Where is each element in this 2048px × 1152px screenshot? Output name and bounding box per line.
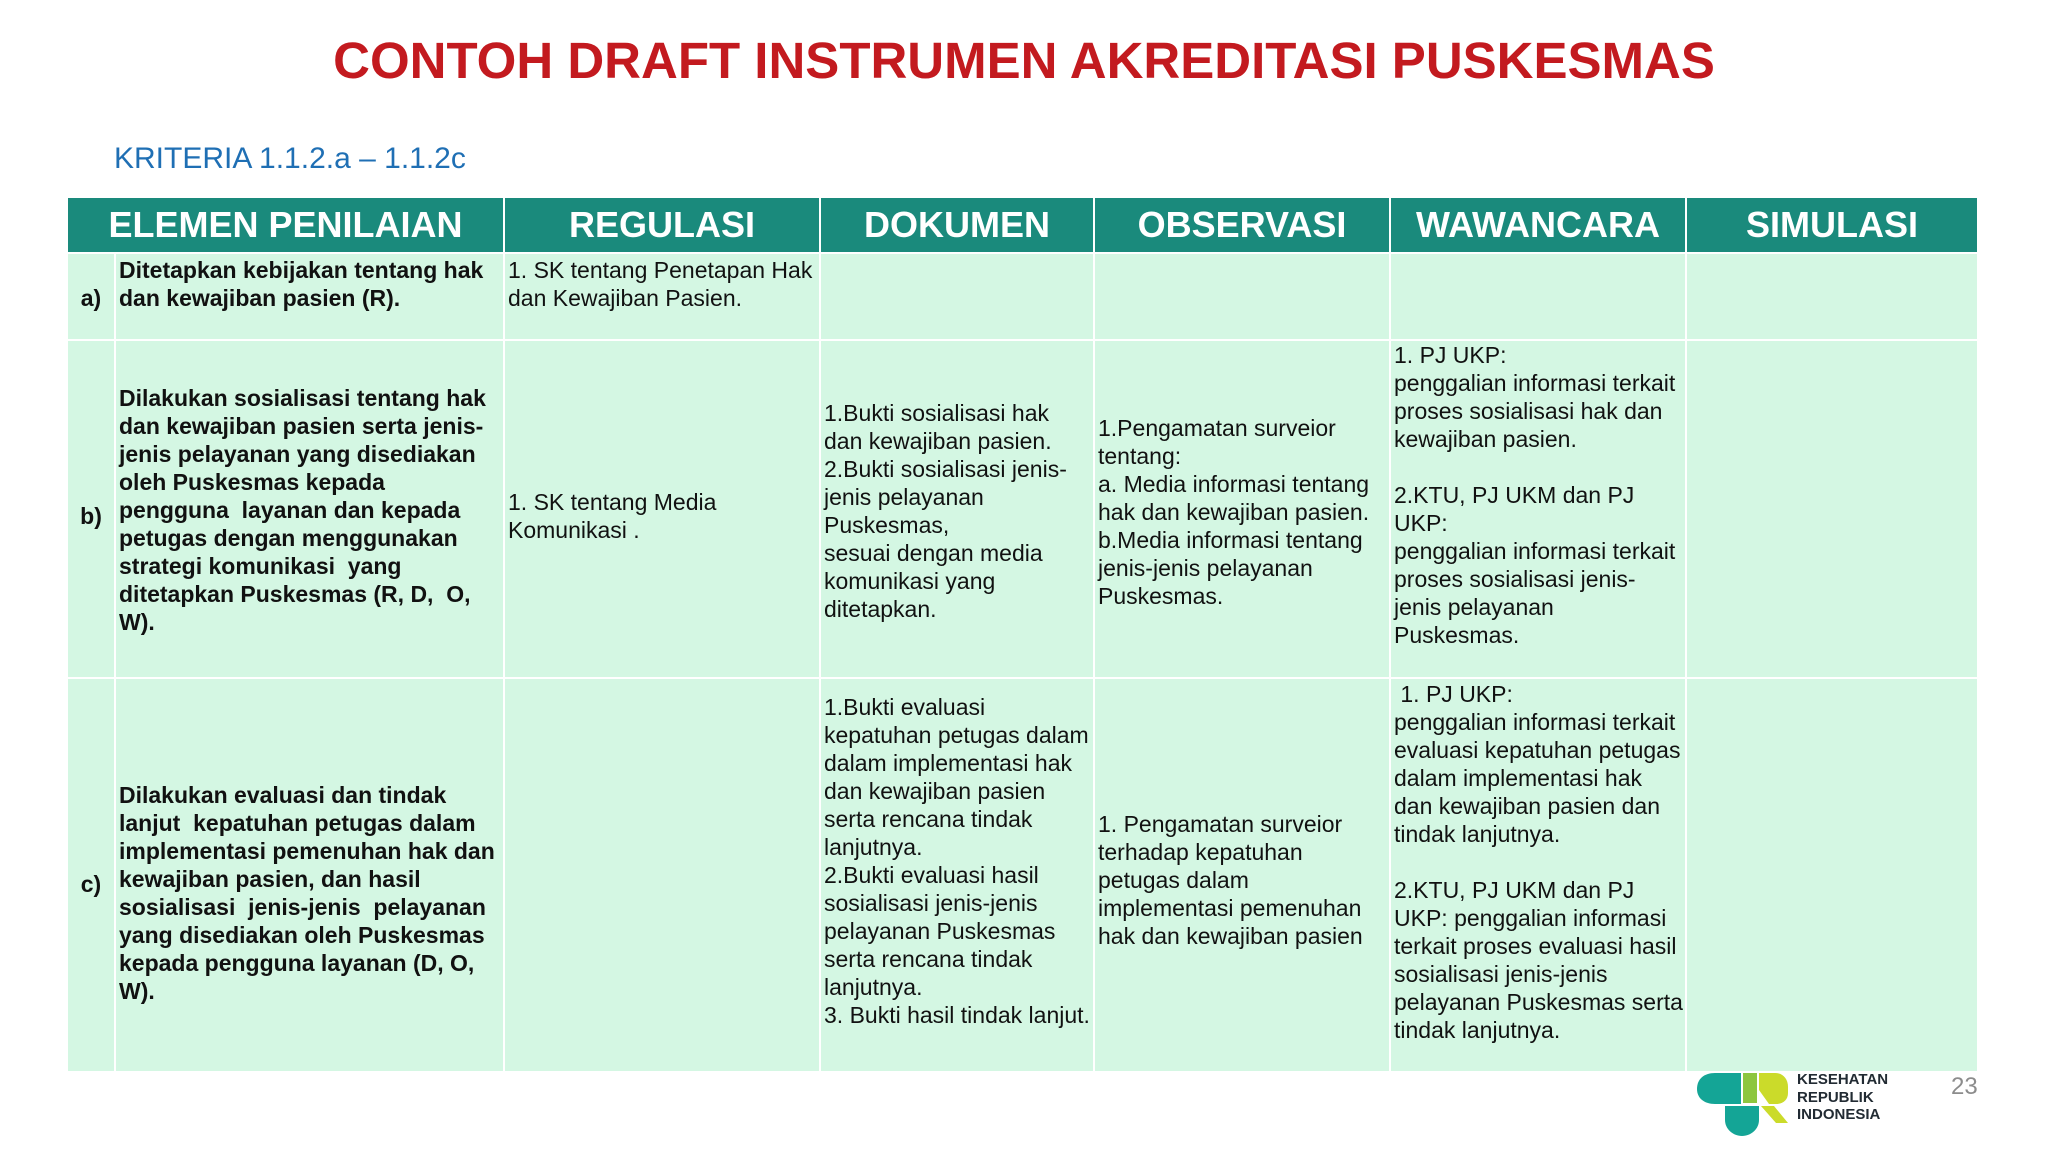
instrument-table (68, 198, 1977, 1071)
wawancara-text: 1. PJ UKP: penggalian informasi terkait proses sosialisasi hak dan kewajiban pasien. 2.KTU, PJ UKM dan PJ UKP: penggalian informasi terkait proses sosialisasi jenis- jenis pelayanan Puskesmas. (1394, 342, 1676, 648)
header-wawancara: WAWANCARA (1391, 198, 1685, 252)
header-dokumen: DOKUMEN (821, 198, 1093, 252)
row-c-regulasi-cell (505, 679, 819, 1071)
page-title: CONTOH DRAFT INSTRUMEN AKREDITASI PUSKESMAS (333, 32, 1715, 89)
row-b-dokumen-cell (821, 341, 1093, 677)
dokumen-text: 1.Bukti evaluasi kepatuhan petugas dalam dalam implementasi hak dan kewajiban pasien serta rencana tindak lanjutnya. 2.Bukti evaluasi hasil sosialisasi jenis-jenis pelayanan Puskesmas serta rencana tindak lanjutnya. 3. Bukti hasil tindak lanjut. (824, 694, 1090, 1028)
row-c-dokumen-cell (821, 679, 1093, 1071)
observasi-text: 1. Pengamatan surveior terhadap kepatuhan petugas dalam implementasi pemenuhan hak dan kewajiban pasien (1098, 811, 1363, 949)
row-b-regulasi-cell (505, 341, 819, 677)
header-regulasi: REGULASI (505, 198, 819, 252)
row-b-wawancara-cell (1391, 341, 1685, 677)
wawancara-text: 1. PJ UKP: penggalian informasi terkait evaluasi kepatuhan petugas dalam implementasi hak dan kewajiban pasien dan tindak lanjutnya. 2.KTU, PJ UKM dan PJ UKP: penggalian informasi terkait proses evaluasi hasil sosialisasi jenis-jenis pelayanan Puskesmas serta tindak lanjutnya. (1394, 681, 1683, 1043)
row-label: a) (80, 285, 102, 311)
row-b-label-cell (68, 341, 114, 677)
page-number: 23 (1951, 1073, 1978, 1100)
kemenkes-logo (1689, 1071, 1789, 1137)
row-a-elemen-cell (116, 254, 503, 339)
header-simulasi: SIMULASI (1687, 198, 1977, 252)
regulasi-text: 1. SK tentang Media Komunikasi . (508, 489, 717, 543)
dokumen-text: 1.Bukti sosialisasi hak dan kewajiban pasien. 2.Bukti sosialisasi jenis- jenis pelayanan Puskesmas, sesuai dengan media komunikasi yang ditetapkan. (824, 400, 1067, 622)
logo-line-1: KESEHATAN (1797, 1071, 1889, 1088)
row-a-wawancara-cell (1391, 254, 1685, 339)
header-elemen-penilaian: ELEMEN PENILAIAN (68, 198, 503, 252)
row-label: c) (80, 871, 102, 897)
criteria-subtitle: KRITERIA 1.1.2.a – 1.1.2c (114, 142, 466, 175)
row-c-wawancara-cell (1391, 679, 1685, 1071)
kemenkes-logo-icon (1689, 1071, 1789, 1137)
row-c-observasi-cell (1095, 679, 1389, 1071)
header-observasi: OBSERVASI (1095, 198, 1389, 252)
row-a-simulasi-cell (1687, 254, 1977, 339)
row-a-observasi-cell (1095, 254, 1389, 339)
logo-wordmark (1797, 1071, 1888, 1124)
logo-line-3: INDONESIA (1797, 1106, 1881, 1123)
row-label: b) (80, 503, 102, 529)
row-b-elemen-cell (116, 341, 503, 677)
row-a-dokumen-cell (821, 254, 1093, 339)
row-b-simulasi-cell (1687, 341, 1977, 677)
row-a-regulasi-cell (505, 254, 819, 339)
row-a-label-cell (68, 254, 114, 339)
elemen-penilaian-text: Dilakukan sosialisasi tentang hak dan kewajiban pasien serta jenis- jenis pelayanan yang disediakan oleh Puskesmas kepada pengguna layanan dan kepada petugas dengan menggunakan strategi komunikasi yang ditetapkan Puskesmas (R, D, O, W). (119, 385, 486, 635)
regulasi-text: 1. SK tentang Penetapan Hak dan Kewajiban Pasien. (508, 257, 813, 311)
elemen-penilaian-text: Ditetapkan kebijakan tentang hak dan kewajiban pasien (R). (119, 257, 484, 311)
elemen-penilaian-text: Dilakukan evaluasi dan tindak lanjut kepatuhan petugas dalam implementasi pemenuhan hak dan kewajiban pasien, dan hasil sosialisasi jenis-jenis pelayanan yang disediakan oleh Puskesmas kepada pengguna layanan (D, O, W). (119, 782, 495, 1004)
row-c-elemen-cell (116, 679, 503, 1071)
observasi-text: 1.Pengamatan surveior tentang: a. Media informasi tentang hak dan kewajiban pasien. b.Media informasi tentang jenis-jenis pelayanan Puskesmas. (1098, 415, 1370, 609)
row-b-observasi-cell (1095, 341, 1389, 677)
row-c-simulasi-cell (1687, 679, 1977, 1071)
row-c-label-cell (68, 679, 114, 1071)
logo-line-2: REPUBLIK (1797, 1088, 1874, 1106)
